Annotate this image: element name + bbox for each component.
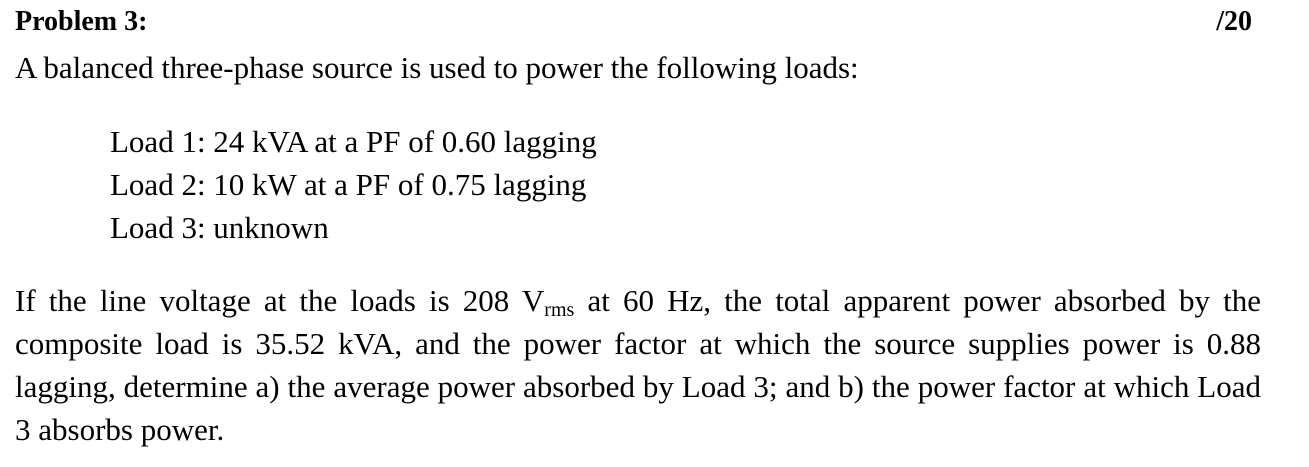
voltage-subscript: rms bbox=[544, 299, 575, 321]
load-1-item: Load 1: 24 kVA at a PF of 0.60 lagging bbox=[110, 124, 597, 159]
question-part-2: at 60 Hz, the total apparent power absorbed by the composite load is 35.52 kVA, and the power factor at which the source supplies power is 0.88 lagging, determine a) the average power absorbed by Load 3; and b) the power factor at which Load 3 absorbs power. bbox=[15, 283, 1262, 447]
question-part-1: If the line voltage at the loads is 208 V bbox=[15, 283, 545, 318]
problem-points: /20 bbox=[1216, 6, 1252, 37]
load-2-item: Load 2: 10 kW at a PF of 0.75 lagging bbox=[110, 167, 587, 202]
load-3-item: Load 3: unknown bbox=[110, 210, 329, 245]
question-text bbox=[15, 279, 1261, 451]
load-list bbox=[110, 120, 597, 249]
problem-title: Problem 3: bbox=[15, 6, 148, 37]
intro-text: A balanced three-phase source is used to power the following loads: bbox=[15, 50, 859, 85]
